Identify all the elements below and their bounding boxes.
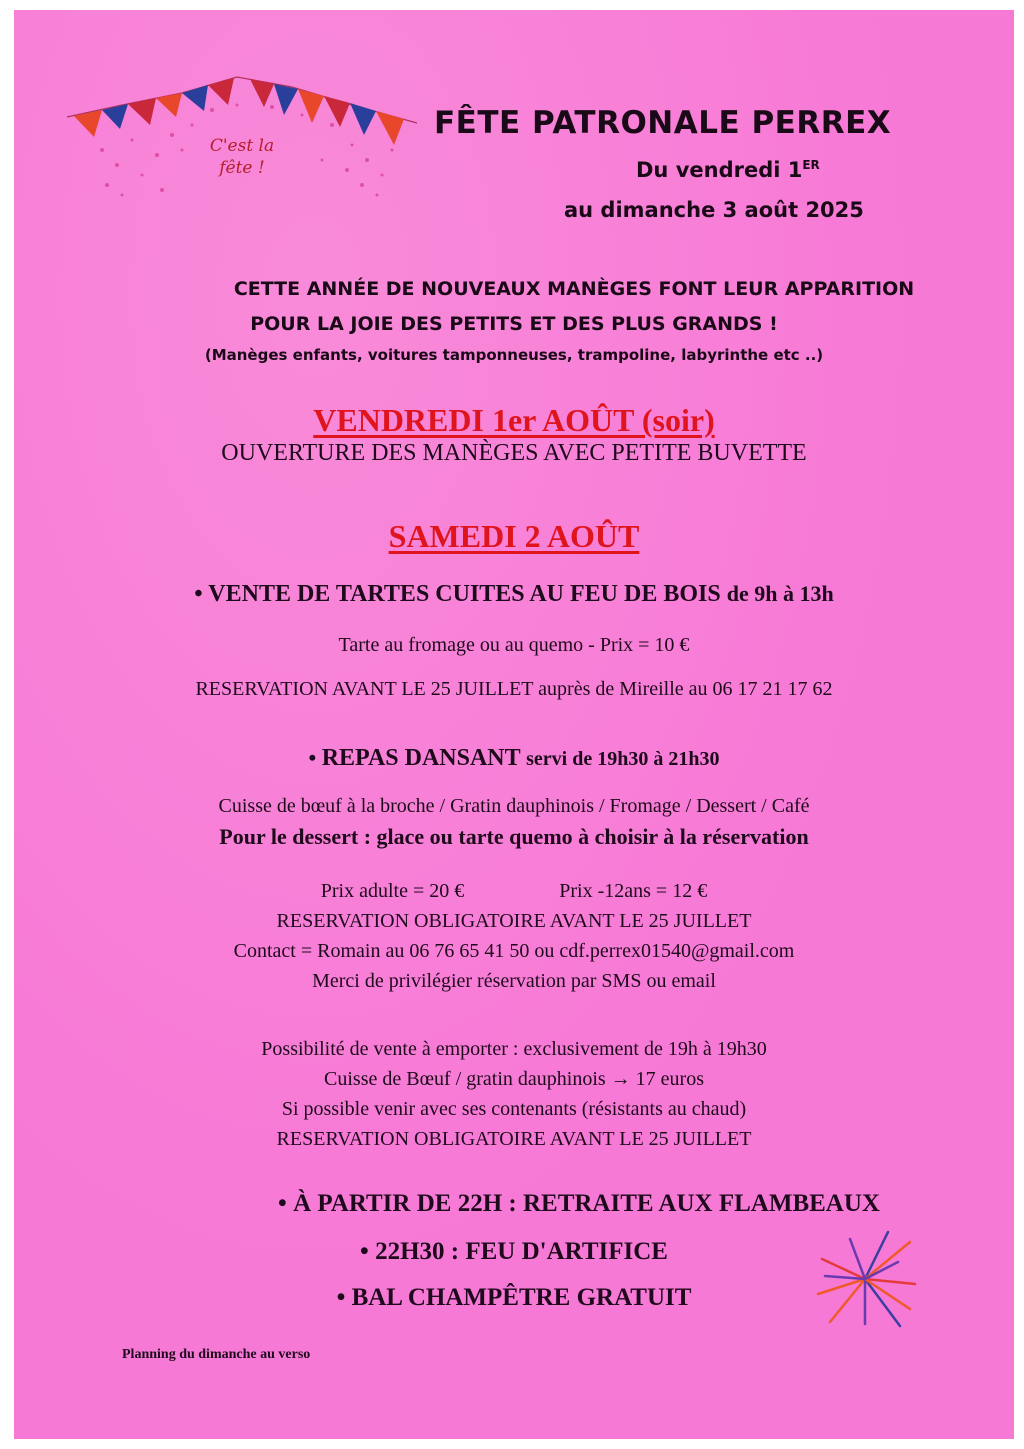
intro-line-3: (Manèges enfants, voitures tamponneuses, trampoline, labyrinthe etc ..) — [204, 346, 824, 364]
dinner-bullet-item — [14, 745, 1014, 772]
evening-item-torchlight — [189, 1190, 969, 1218]
dinner-preference: Merci de privilégier réservation par SMS ou email — [312, 970, 716, 992]
fireworks-illustration — [810, 1224, 920, 1329]
dates-line-1-text: Du vendredi 1 — [636, 158, 803, 182]
tarts-time: de 9h à 13h — [726, 581, 834, 606]
bullet-icon: • — [360, 1238, 369, 1265]
takeaway-line-2: Cuisse de Bœuf / gratin dauphinois → 17 euros — [324, 1068, 704, 1090]
dinner-menu: Cuisse de bœuf à la broche / Gratin dauphinois / Fromage / Dessert / Café — [218, 795, 810, 817]
tarts-reservation-contact: auprès de Mireille au 06 17 21 17 62 — [538, 678, 833, 700]
tarts-detail: Tarte au fromage ou au quemo - Prix = 10 € — [338, 634, 690, 656]
dates-line-1-superscript: ER — [802, 158, 820, 172]
bullet-icon: • — [194, 581, 203, 607]
takeaway-line-1: Possibilité de vente à emporter : exclusivement de 19h à 19h30 — [261, 1038, 767, 1060]
friday-text: OUVERTURE DES MANÈGES AVEC PETITE BUVETTE — [221, 440, 807, 466]
intro-line-1: CETTE ANNÉE DE NOUVEAUX MANÈGES FONT LEUR APPARITION — [233, 278, 915, 300]
intro-line-2: POUR LA JOIE DES PETITS ET DES PLUS GRANDS ! — [250, 313, 778, 335]
dinner-contact: Contact = Romain au 06 76 65 41 50 ou cdf.perrex01540@gmail.com — [233, 940, 795, 962]
fireworks-icon — [810, 1224, 920, 1329]
takeaway-line-4: RESERVATION OBLIGATOIRE AVANT LE 25 JUILLET — [276, 1128, 752, 1150]
tarts-reservation — [14, 678, 1014, 701]
dates-line-2: au dimanche 3 août 2025 — [564, 198, 864, 222]
flyer-page — [14, 10, 1014, 1439]
price-child: Prix -12ans = 12 € — [559, 880, 708, 902]
saturday-heading-wrap — [14, 518, 1014, 555]
dinner-title: REPAS DANSANT — [321, 745, 521, 771]
banner-script-text — [182, 135, 302, 179]
evening-item-text: À PARTIR DE 22H : RETRAITE AUX FLAMBEAUX — [293, 1190, 880, 1217]
tarts-bullet-item — [14, 581, 1014, 608]
bullet-icon: • — [336, 1284, 346, 1311]
tarts-title: VENTE DE TARTES CUITES AU FEU DE BOIS — [208, 581, 721, 607]
script-line-2: fête ! — [219, 158, 265, 178]
evening-item-text: 22H30 : FEU D'ARTIFICE — [375, 1238, 668, 1265]
script-line-1: C'est la — [209, 136, 275, 156]
price-adult: Prix adulte = 20 € — [320, 880, 465, 902]
footer-note: Planning du dimanche au verso — [122, 1347, 311, 1362]
friday-heading-wrap — [14, 402, 1014, 439]
takeaway-line-3: Si possible venir avec ses contenants (résistants au chaud) — [281, 1098, 747, 1120]
page-title: FÊTE PATRONALE PERREX — [434, 105, 892, 141]
dinner-time: servi de 19h30 à 21h30 — [526, 748, 720, 770]
saturday-heading: SAMEDI 2 AOÛT — [388, 518, 640, 554]
tarts-reservation-caps: RESERVATION AVANT LE 25 JUILLET — [195, 678, 534, 700]
bullet-icon: • — [278, 1190, 287, 1217]
bunting-banner-illustration — [62, 65, 422, 205]
dinner-prices — [14, 880, 1014, 903]
dates-line-1 — [636, 158, 820, 182]
evening-item-text: BAL CHAMPÊTRE GRATUIT — [351, 1284, 692, 1311]
friday-heading: VENDREDI 1er AOÛT (soir) — [313, 402, 715, 438]
bullet-icon: • — [308, 745, 317, 770]
dinner-dessert-note: Pour le dessert : glace ou tarte quemo à choisir à la réservation — [219, 824, 809, 849]
dinner-reservation: RESERVATION OBLIGATOIRE AVANT LE 25 JUILLET — [276, 910, 752, 932]
